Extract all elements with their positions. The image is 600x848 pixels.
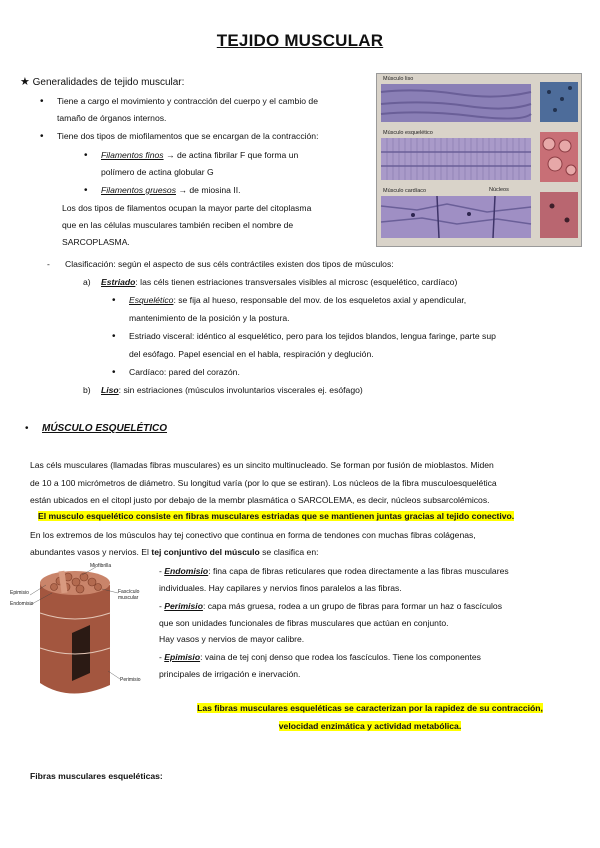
- label-musculo-liso: Músculo liso: [383, 76, 414, 82]
- esqueletico-cont: mantenimiento de la posición y la postura.: [129, 313, 290, 323]
- label-miofibrilla: Miofibrilla: [90, 563, 112, 569]
- highlight-contraccion-l1: Las fibras musculares esqueléticas se caracterizan por la rapidez de su contracción,: [197, 703, 543, 713]
- epimisio-item: - Epimisio: vaina de tej conj denso que rodea los fascículos. Tiene los componentes: [159, 652, 481, 662]
- b-label: b): [83, 385, 91, 395]
- epimisio-cont: principales de irrigación e inervación.: [159, 669, 301, 679]
- endomisio-cont: individuales. Hay capilares y nervios finos paralelos a las fibras.: [159, 583, 402, 593]
- label-musculo-cardiaco: Músculo cardíaco: [383, 188, 427, 194]
- tej-conectivo-paragraph-l1: En los extremos de los músculos hay tej conectivo que continua en forma de tendones con muchas fibras colágenas,: [30, 530, 476, 540]
- label-perimisio: Perimisio: [120, 677, 141, 683]
- esq-paragraph-l2: de 10 a 100 micrómetros de diámetro. Su longitud varía (por lo que se estiran). Los núcleos de la fibra musculoesquelética: [30, 478, 497, 488]
- clasificacion-dash: -: [47, 259, 50, 269]
- esq-paragraph-l3: están ubicados en el citopl justo por debajo de la membr plasmática o SARCOLEMA, es decir, núcleos subsarcolémicos.: [30, 495, 490, 505]
- perimisio-cont-2: Hay vasos y nervios de mayor calibre.: [159, 634, 305, 644]
- esqueletico-item: • Esquelético: se fija al hueso, responsable del mov. de los esqueletos axial y apendicular,: [129, 295, 466, 306]
- filamentos-finos-item: • Filamentos finos → de actina fibrilar F que forma un: [101, 150, 298, 161]
- label-musculo-esqueletico: Músculo esquelético: [383, 130, 433, 136]
- visceral-item: • Estriado visceral: idéntico al esquelético, pero para los tejidos blandos, lengua faringe, parte sup: [129, 331, 496, 342]
- muscle-types-figure: [376, 73, 582, 247]
- estriado-item: Estriado: las céls tienen estriaciones transversales visibles al microsc (esquelético, cardíaco): [101, 277, 458, 287]
- star-icon: ★: [20, 76, 30, 88]
- filamentos-finos-cont: polímero de actina globular G: [101, 167, 214, 177]
- highlight-contraccion-l2: velocidad enzimática y actividad metabólica.: [278, 721, 462, 731]
- visceral-cont: del esófago. Papel esencial en el habla, respiración y deglución.: [129, 349, 374, 359]
- tej-conectivo-paragraph-l2: abundantes vasos y nervios. El tej conjuntivo del músculo se clasifica en:: [30, 547, 319, 557]
- endomisio-item: - Endomisio: fina capa de fibras reticulares que rodea directamente a las fibras musculares: [159, 566, 509, 576]
- filamentos-gruesos-item: • Filamentos gruesos → de miosina II.: [101, 185, 240, 196]
- esqueletico-heading: • MÚSCULO ESQUELÉTICO: [42, 423, 167, 436]
- list-item: • Tiene a cargo el movimiento y contracción del cuerpo y el cambio de: [57, 96, 318, 107]
- perimisio-cont: que son unidades funcionales de fibras musculares que actúan en conjunto.: [159, 618, 449, 628]
- label-fasciculo: Fascículo muscular: [118, 589, 140, 602]
- highlight-tejido-conectivo: El musculo esquelético consiste en fibras musculares estriadas que se mantienen juntas gracias al tejido conectivo.: [38, 511, 515, 521]
- fibras-heading: Fibras musculares esqueléticas:: [30, 771, 163, 781]
- page-title: TEJIDO MUSCULAR: [216, 31, 384, 50]
- sarcoplasma-paragraph: Los dos tipos de filamentos ocupan la mayor parte del citoplasma: [62, 203, 312, 213]
- list-item: • Tiene dos tipos de miofilamentos que se encargan de la contracción:: [57, 131, 318, 142]
- label-epimisio: Epimisio: [10, 590, 29, 596]
- muscle-fiber-illustration: [10, 563, 156, 711]
- label-endomisio: Endomisio: [10, 601, 34, 607]
- label-nucleos: Núcleos: [489, 187, 509, 193]
- esq-paragraph-l1: Las céls musculares (llamadas fibras musculares) es un sincito multinucleado. Se forman por fusión de mioblastos. Miden: [30, 460, 494, 470]
- clasificacion-line: Clasificación: según el aspecto de sus céls contráctiles existen dos tipos de músculos:: [65, 259, 394, 269]
- a-label: a): [83, 277, 91, 287]
- liso-item: Liso: sin estriaciones (músculos involuntarios viscerales ej. esófago): [101, 385, 363, 395]
- sarcoplasma-paragraph-l2: que en las células musculares también reciben el nombre de: [62, 220, 294, 230]
- cardiaco-item: • Cardíaco: pared del corazón.: [129, 367, 240, 378]
- perimisio-item: - Perimisio: capa más gruesa, rodea a un grupo de fibras para formar un haz o fascículos: [159, 601, 502, 611]
- sarcoplasma-paragraph-l3: SARCOPLASMA.: [62, 237, 130, 247]
- list-item-cont: tamaño de órganos internos.: [57, 113, 167, 123]
- generalidades-heading: ★ Generalidades de tejido muscular:: [20, 76, 185, 88]
- muscle-fiber-figure: [10, 563, 156, 711]
- muscle-types-illustration: [377, 74, 581, 246]
